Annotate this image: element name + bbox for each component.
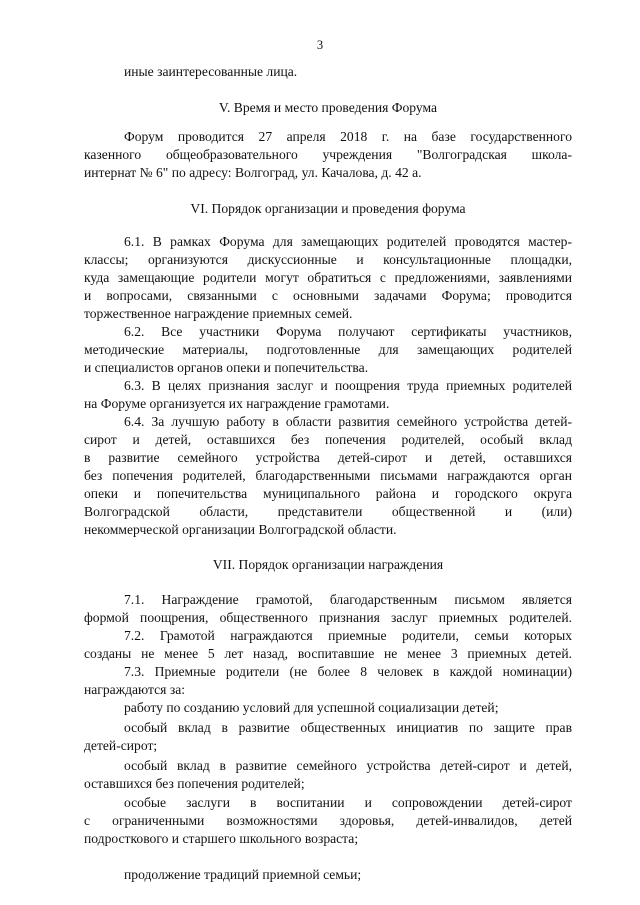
text-line: классы; организуются дискуссионные и консультационные площадки, (84, 252, 572, 267)
text-line: казенного общеобразовательного учреждения "Волгоградская школа- (84, 147, 572, 162)
section-heading-vii: VII. Порядок организации награждения (212, 557, 444, 572)
page-number: 3 (316, 38, 324, 52)
text-line: Волгоградской области, представители общественной и (или) (84, 504, 572, 519)
text-line: с ограниченными возможностями здоровья, детей-инвалидов, детей (84, 813, 572, 828)
text-line: 6.4. За лучшую работу в области развития семейного устройства детей- (124, 414, 572, 429)
text-line: 7.1. Награждение грамотой, благодарственным письмом является (124, 592, 572, 607)
text-line: награждаются за: (84, 682, 186, 697)
text-line: методические материалы, подготовленные для замещающих родителей (84, 342, 572, 357)
text-line: иные заинтересованные лица. (124, 64, 298, 79)
text-line: опеки и попечительства муниципального района и городского округа (84, 486, 572, 501)
list-item: работу по созданию условий для успешной социализации детей; (124, 700, 499, 715)
list-item: особый вклад в развитие семейного устройства детей-сирот и детей, (124, 758, 572, 773)
section-heading-v: V. Время и место проведения Форума (218, 100, 438, 115)
text-line: и вопросами, связанными с основными задачами Форума; проводится (84, 288, 572, 303)
text-line: в развитие семейного устройства детей-сирот и детей, оставшихся (84, 450, 572, 465)
text-line: формой поощрения, общественного признания заслуг приемных родителей. (84, 610, 572, 625)
text-line: детей-сирот; (84, 738, 158, 753)
text-line: 6.3. В целях признания заслуг и поощрения труда приемных родителей (124, 378, 572, 393)
text-line: 6.2. Все участники Форума получают сертификаты участников, (124, 324, 572, 339)
text-line: 7.3. Приемные родители (не более 8 человек в каждой номинации) (124, 664, 572, 679)
list-item: продолжение традиций приемной семьи; (124, 867, 362, 882)
text-line: созданы не менее 5 лет назад, воспитавшие не менее 3 приемных детей. (84, 646, 572, 661)
text-line: сирот и детей, оставшихся без попечения родителей, особый вклад (84, 432, 572, 447)
text-line: без попечения родителей, благодарственными письмами награждаются орган (84, 468, 572, 483)
text-line: 6.1. В рамках Форума для замещающих родителей проводятся мастер- (124, 234, 572, 249)
text-line: 7.2. Грамотой награждаются приемные родители, семьи которых (124, 628, 572, 643)
text-line: оставшихся без попечения родителей; (84, 776, 305, 791)
text-line: куда замещающие родители могут обратиться с предложениями, заявлениями (84, 270, 572, 285)
text-line: некоммерческой организации Волгоградской области. (84, 522, 397, 537)
text-line: на Форуме организуется их награждение грамотами. (84, 396, 390, 411)
list-item: особый вклад в развитие общественных инициатив по защите прав (124, 720, 572, 735)
text-line: торжественное награждение приемных семей. (84, 306, 353, 321)
text-line: подросткового и старшего школьного возраста; (84, 831, 359, 846)
list-item: особые заслуги в воспитании и сопровождении детей-сирот (124, 795, 572, 810)
text-line: интернат № 6" по адресу: Волгоград, ул. Качалова, д. 42 а. (84, 165, 422, 180)
text-line: Форум проводится 27 апреля 2018 г. на базе государственного (124, 129, 572, 144)
section-heading-vi: VI. Порядок организации и проведения форума (190, 201, 466, 216)
text-line: и специалистов органов опеки и попечительства. (84, 360, 369, 375)
